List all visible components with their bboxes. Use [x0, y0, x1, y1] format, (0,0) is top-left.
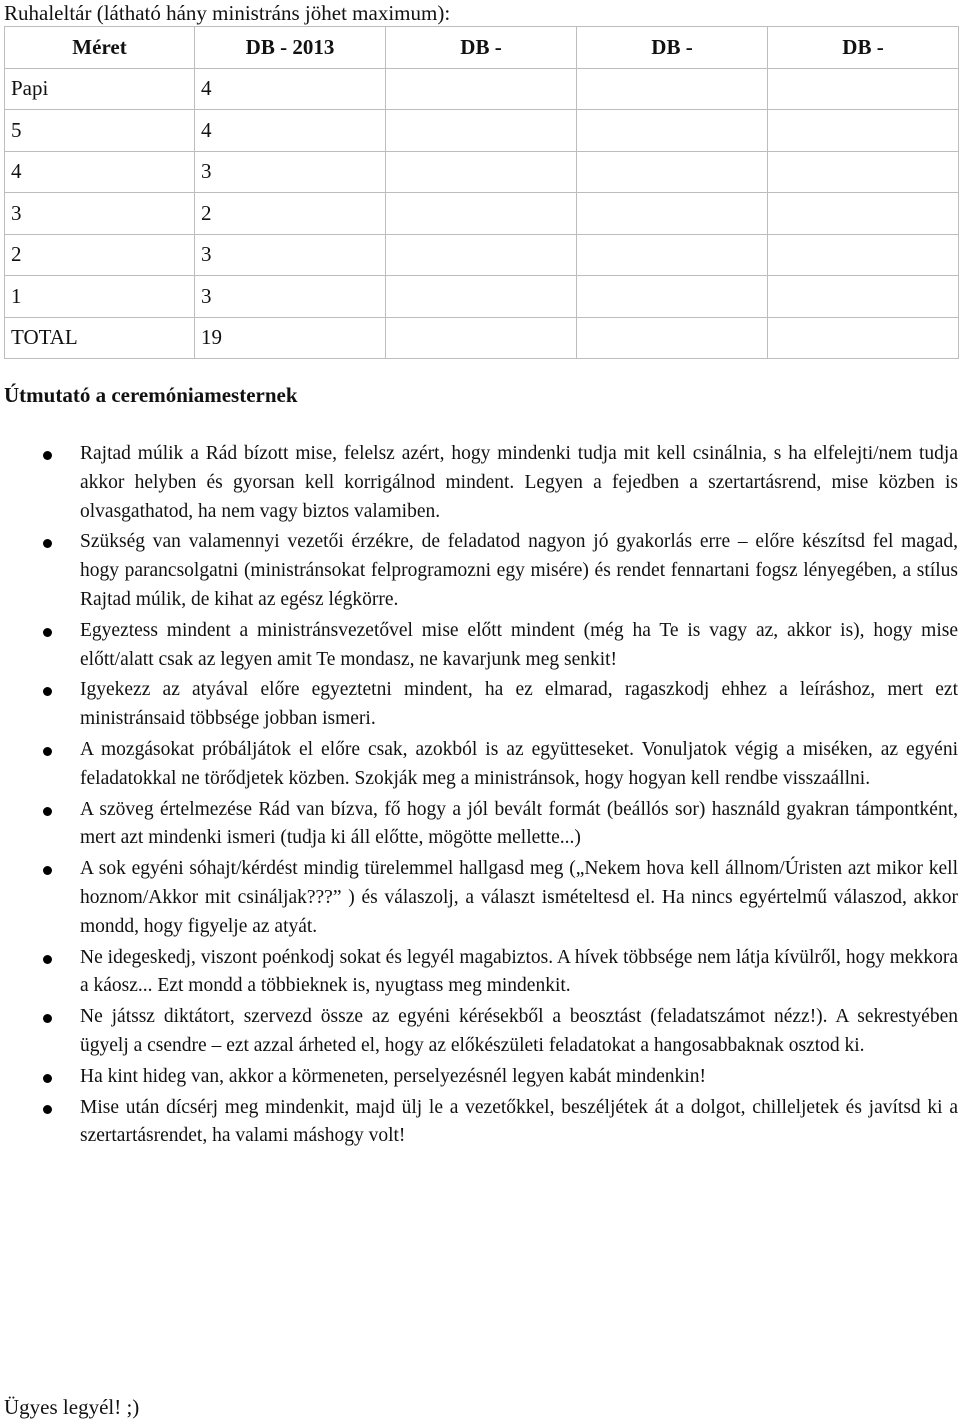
list-item	[0, 1094, 958, 1152]
bullet-icon	[43, 1014, 52, 1023]
table-cell	[768, 234, 959, 276]
list-item	[0, 617, 958, 675]
table-cell	[768, 193, 959, 235]
table-cell: 1	[5, 276, 195, 318]
table-row	[5, 68, 959, 110]
tip-text: Igyekezz az atyával előre egyeztetni mindent, ha ez elmarad, ragaszkodj ehhez a leíráshoz, mert ezt ministránsaid többsége jobban ismeri.	[80, 679, 958, 730]
list-item	[0, 736, 958, 794]
list-item	[0, 528, 958, 614]
inventory-table	[4, 26, 959, 359]
header-db-2013: DB - 2013	[195, 27, 386, 69]
table-cell	[386, 234, 577, 276]
bullet-icon	[43, 687, 52, 696]
tip-text: A szöveg értelmezése Rád van bízva, fő hogy a jól bevált formát (beállós sor) használd gyakran támpontként, mert azt mindenki ismeri (tudja ki áll előtte, mögötte mellette...)	[80, 798, 958, 849]
bullet-icon	[43, 1074, 52, 1083]
tip-text: A sok egyéni sóhajt/kérdést mindig türelemmel hallgasd meg („Nekem hova kell állnom/Úristen azt mikor kell hoznom/Akkor mit csináljak???” ) és válaszolj, a választ ismételtesd el. Ha nincs egyértelmű válaszod, akkor mondd, hogy figyelje az atyát.	[80, 858, 958, 937]
header-db: DB -	[577, 27, 768, 69]
bullet-icon	[43, 451, 52, 460]
table-row	[5, 110, 959, 152]
closing-line: Ügyes legyél! ;)	[4, 1395, 140, 1419]
table-cell	[577, 151, 768, 193]
header-db: DB -	[768, 27, 959, 69]
guide-tips-list	[0, 440, 958, 1153]
table-cell: 2	[195, 193, 386, 235]
guide-heading: Útmutató a ceremóniamesternek	[4, 383, 298, 407]
table-row	[5, 276, 959, 318]
tip-text: Mise után dícsérj meg mindenkit, majd ülj le a vezetőkkel, beszéljétek át a dolgot, chilleljetek és javítsd ki a szertartásrendet, ha valami máshogy volt!	[80, 1096, 958, 1147]
table-row	[5, 193, 959, 235]
header-db: DB -	[386, 27, 577, 69]
bullet-icon	[43, 628, 52, 637]
tip-text: Rajtad múlik a Rád bízott mise, felelsz azért, hogy mindenki tudja mit kell csinálnia, s ha elfelejti/nem tudja akkor helyben és gyorsan kell korrigálnod mindent. Legyen a fejedben a szertartásrend, mise közben is olvasgathatod, ha nem vagy biztos valamiben.	[80, 443, 958, 522]
table-cell	[386, 151, 577, 193]
tip-text: A mozgásokat próbáljátok el előre csak, azokból is az együtteseket. Vonuljatok végig a miséken, az egyéni feladatokkal ne törődjetek közben. Szokják meg a ministránsok, hogy hogyan kell rendbe visszaállni.	[80, 738, 958, 789]
list-item	[0, 796, 958, 854]
table-cell: 4	[195, 110, 386, 152]
table-header-row	[5, 27, 959, 69]
tip-text: Ne idegeskedj, viszont poénkodj sokat és legyél magabiztos. A hívek többsége nem látja kívülről, hogy mekkora a káosz... Ezt mondd a többieknek is, nyugtass meg mindenkit.	[80, 946, 958, 997]
table-cell	[768, 317, 959, 359]
table-cell: 19	[195, 317, 386, 359]
table-cell: 3	[5, 193, 195, 235]
table-cell	[577, 276, 768, 318]
table-cell: 5	[5, 110, 195, 152]
bullet-icon	[43, 866, 52, 875]
table-cell: 4	[195, 68, 386, 110]
list-item	[0, 440, 958, 526]
table-row	[5, 151, 959, 193]
table-cell: 3	[195, 234, 386, 276]
table-cell	[386, 317, 577, 359]
tip-text: Ne játssz diktátort, szervezd össze az egyéni kérésekből a beosztást (feladatszámot nézz!). A sekrestyében ügyelj a csendre – ezt azzal árheted el, hogy az előkészületi feladatokat a hangosabbaknak osztod ki.	[80, 1006, 958, 1056]
bullet-icon	[43, 747, 52, 756]
table-cell: 2	[5, 234, 195, 276]
table-cell	[577, 317, 768, 359]
table-cell	[768, 68, 959, 110]
tip-text: Egyeztess mindent a ministránsvezetővel mise előtt mindent (még ha Te is vagy az, akkor is), hogy mise előtt/alatt csak az legyen amit Te mondasz, ne kavarjunk meg senkit!	[80, 619, 958, 670]
bullet-icon	[43, 539, 52, 548]
table-cell	[768, 151, 959, 193]
tip-text: Ha kint hideg van, akkor a körmeneten, perselyezésnél legyen kabát mindenkin!	[80, 1065, 706, 1087]
table-cell	[577, 234, 768, 276]
table-cell	[768, 276, 959, 318]
bullet-icon	[43, 955, 52, 964]
table-cell	[577, 193, 768, 235]
table-cell	[577, 68, 768, 110]
table-cell: 3	[195, 276, 386, 318]
tip-text: Szükség van valamennyi vezetői érzékre, de feladatod nagyon jó gyakorlás erre – előre készítsd fel magad, hogy parancsolgatni (ministránsokat felprogramozni egy misére) és rendet fennartani fogsz lényegében, a stílus Rajtad múlik, de kihat az egész légkörre.	[80, 531, 958, 610]
table-cell	[386, 276, 577, 318]
table-cell: 4	[5, 151, 195, 193]
table-cell	[386, 68, 577, 110]
table-cell: 3	[195, 151, 386, 193]
table-row	[5, 234, 959, 276]
list-item	[0, 944, 958, 1002]
table-row-total	[5, 317, 959, 359]
list-item	[0, 1003, 958, 1061]
bullet-icon	[43, 807, 52, 816]
table-cell	[768, 110, 959, 152]
list-item	[0, 855, 958, 941]
table-cell	[386, 110, 577, 152]
table-cell: TOTAL	[5, 317, 195, 359]
list-item	[0, 1063, 958, 1092]
header-size: Méret	[5, 27, 195, 69]
bullet-icon	[43, 1105, 52, 1114]
table-cell	[386, 193, 577, 235]
table-cell: Papi	[5, 68, 195, 110]
list-item	[0, 676, 958, 734]
table-cell	[577, 110, 768, 152]
inventory-title: Ruhaleltár (látható hány ministráns jöhet maximum):	[4, 1, 451, 25]
